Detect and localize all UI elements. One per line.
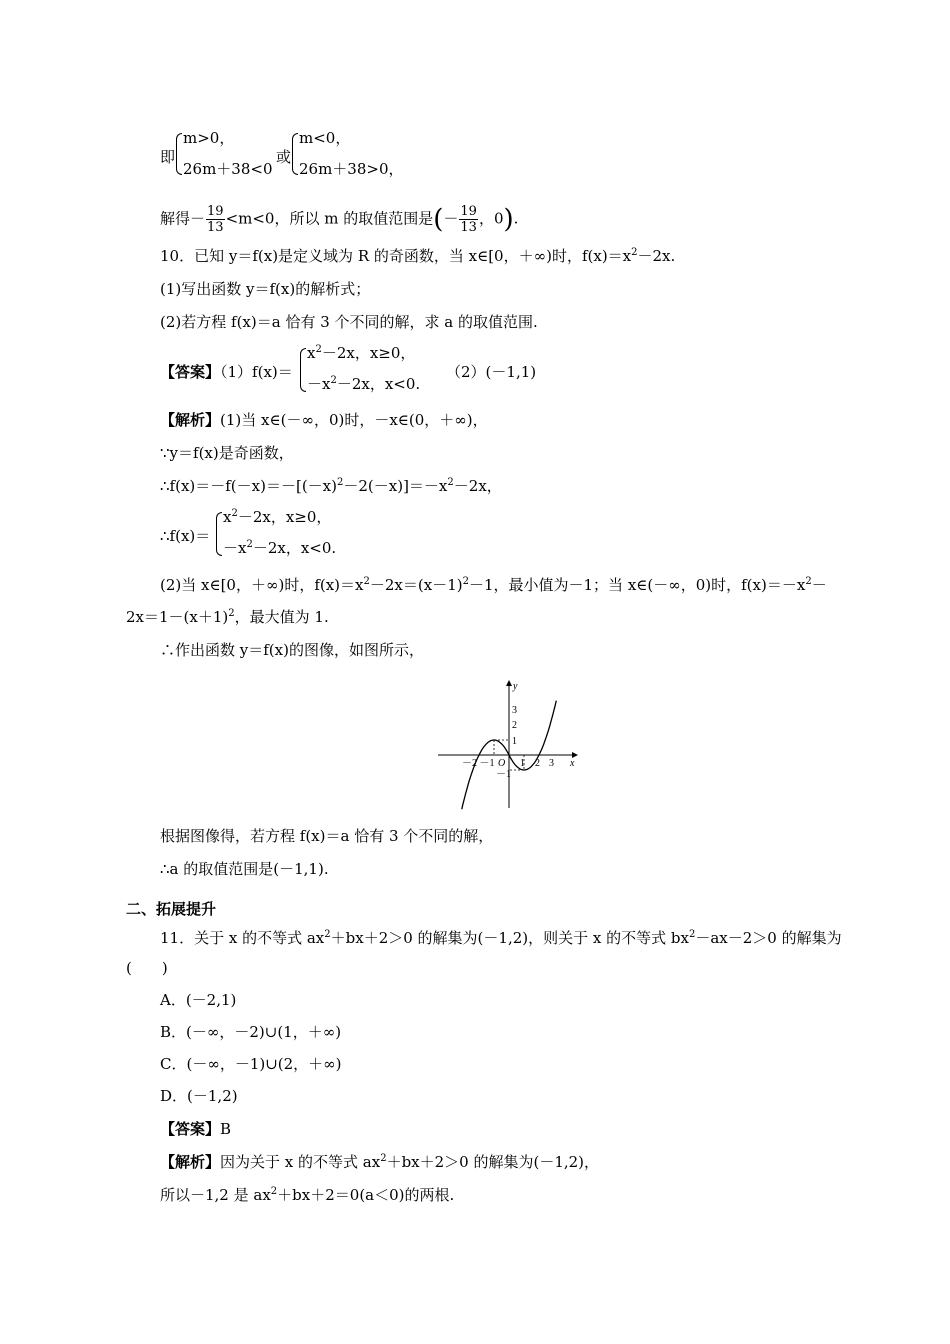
y-tick-label: 1 bbox=[512, 736, 517, 747]
x-tick-label: －2 －1 bbox=[462, 758, 495, 769]
y-tick-label: 2 bbox=[512, 720, 517, 731]
solution-10-line8: 根据图像得，若方程 f(x)＝a 恰有 3 个不同的解， bbox=[160, 827, 494, 845]
piecewise-row: $-x^2-2x$，x<0. bbox=[223, 539, 337, 557]
function-graph bbox=[436, 678, 586, 810]
solution-10-line5: (2)当 x∈[0，＋∞)时，$f(x)=x^2-2x=(x-1)^2-1$，最小值为－1；当 x∈(－∞，0)时，$f(x)=-x^2-$ bbox=[160, 576, 827, 594]
solution-range-line: 解得－ $\frac{19}{13}$ <m<0，所以 m 的取值范围是(－ $\frac{19}{13}$ ，0). bbox=[160, 204, 519, 235]
fraction: $\frac{19}{13}$ bbox=[207, 204, 224, 235]
y-tick-label: 3 bbox=[512, 705, 517, 716]
solution-10-line2: ∵y＝f(x)是奇函数， bbox=[160, 444, 294, 462]
x-tick-label: 2 bbox=[535, 758, 540, 769]
system-row: 26m＋38>0， bbox=[299, 160, 404, 178]
answer-11: 【答案】B bbox=[160, 1120, 232, 1138]
solution-11-line2: 所以－1,2 是 $ax^2+bx+2=0(a<0)$的两根. bbox=[160, 1186, 455, 1204]
system-row: m<0， bbox=[299, 129, 351, 147]
piecewise-row: $x^2-2x$，x≥0， bbox=[307, 344, 416, 362]
system-row: 26m＋38<0 bbox=[183, 160, 273, 178]
brace bbox=[176, 133, 182, 175]
option-b: B．(－∞，－2)∪(1，＋∞) bbox=[160, 1023, 342, 1041]
question-10-part2: (2)若方程 f(x)＝a 恰有 3 个不同的解，求 a 的取值范围. bbox=[160, 313, 538, 331]
option-c: C．(－∞，－1)∪(2，＋∞) bbox=[160, 1055, 342, 1073]
option-d: D．(－1,2) bbox=[160, 1087, 238, 1105]
solution-10-line7: ∴作出函数 y＝f(x)的图像，如图所示， bbox=[160, 641, 424, 659]
origin-label: O bbox=[498, 758, 506, 769]
question-10-stem: 10．已知 y＝f(x)是定义域为 R 的奇函数，当 x∈[0，＋∞)时，$f(x)=x^2-2x$. bbox=[160, 247, 676, 265]
piecewise-row: $-x^2-2x$，x<0. bbox=[307, 375, 421, 393]
solution-10-line3: $\therefore f(x)=-f(-x)=-[(-x)^2-2(-x)]=-x^2-2x$， bbox=[160, 477, 502, 495]
option-a: A．(－2,1) bbox=[160, 991, 237, 1009]
solution-10-line4: ∴f(x)＝ bbox=[160, 527, 211, 545]
piecewise-row: $x^2-2x$，x≥0， bbox=[223, 508, 332, 526]
y-axis-arrow-icon bbox=[506, 680, 512, 686]
solution-11-line1: 【解析】因为关于 x 的不等式 $ax^2+bx+2>0$ 的解集为(－1,2)， bbox=[160, 1153, 600, 1171]
y-tick-label: －1 bbox=[496, 769, 511, 780]
huo-label: 或 bbox=[276, 148, 292, 166]
question-11-stem: 11．关于 x 的不等式 $ax^2+bx+2>0$ 的解集为(－1,2)，则关于 x 的不等式 $bx^2-ax-2>0$ 的解集为 bbox=[160, 929, 842, 947]
solution-10-line1: 【解析】(1)当 x∈(－∞，0)时，－x∈(0，＋∞)， bbox=[160, 411, 488, 429]
y-axis-label: y bbox=[513, 681, 518, 692]
solution-10-line9: ∴a 的取值范围是(－1,1). bbox=[160, 860, 329, 878]
section-heading: 二、拓展提升 bbox=[126, 900, 217, 918]
solution-10-line6: $2x=1-(x+1)^2$，最大值为 1. bbox=[126, 608, 329, 626]
system-row: m>0， bbox=[183, 129, 235, 147]
brace bbox=[300, 348, 306, 392]
fraction: $\frac{19}{13}$ bbox=[460, 204, 477, 235]
ji-label: 即 bbox=[160, 148, 176, 166]
brace bbox=[292, 133, 298, 175]
x-tick-label: 3 bbox=[549, 758, 554, 769]
answer-10-part2: （2）(－1,1) bbox=[446, 363, 537, 381]
brace bbox=[216, 512, 222, 556]
answer-blank: ( ) bbox=[126, 959, 168, 977]
question-10-part1: (1)写出函数 y＝f(x)的解析式； bbox=[160, 280, 371, 298]
x-tick-label: 1 bbox=[520, 758, 525, 769]
answer-10-line: 【答案】（1）f(x)＝ bbox=[160, 363, 293, 381]
x-axis-label: x bbox=[570, 758, 575, 769]
